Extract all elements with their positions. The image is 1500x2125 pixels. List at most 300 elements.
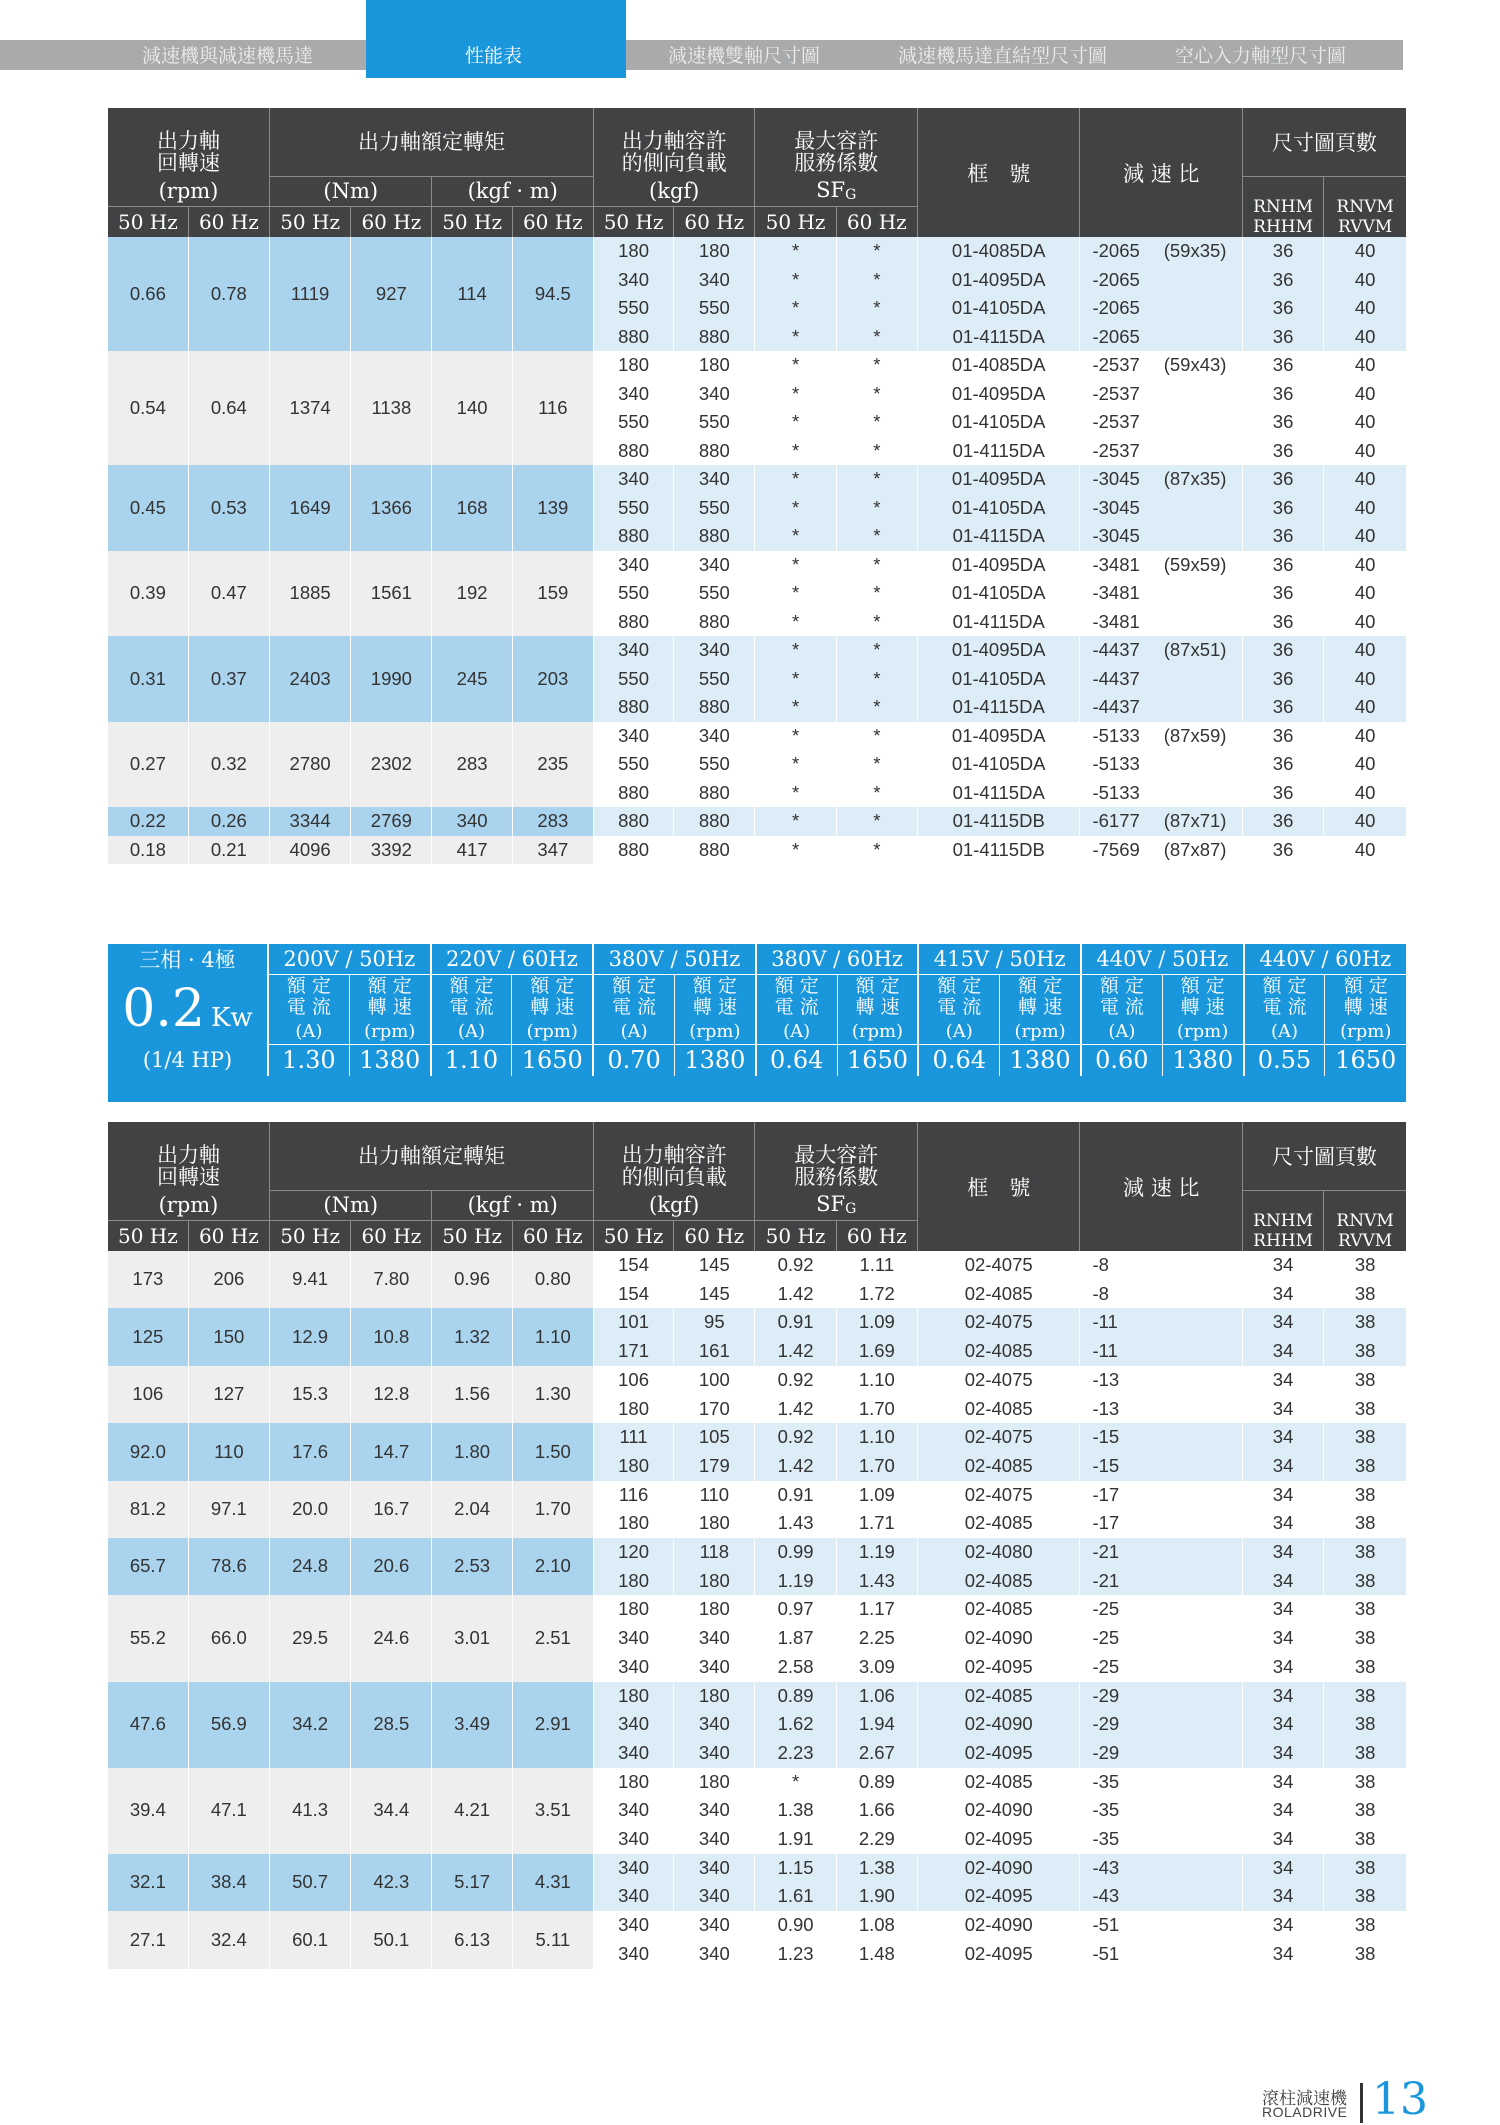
service-factor-60hz: * <box>836 323 917 352</box>
ratio-detail: (59x59) <box>1163 553 1227 575</box>
header-frame: 框 號 <box>917 1122 1080 1251</box>
service-factor-60hz: 1.10 <box>836 1423 917 1452</box>
group-nm50: 12.9 <box>269 1308 350 1365</box>
reduction-ratio <box>1080 779 1243 808</box>
frame-number: 01-4105DA <box>917 408 1080 437</box>
radial-load-60hz: 340 <box>674 266 755 295</box>
dim-page-rnhm: 36 <box>1242 522 1323 551</box>
rated-current-value: 1.30 <box>268 1044 349 1076</box>
service-factor-50hz: * <box>755 608 836 637</box>
radial-load-60hz: 340 <box>674 1882 755 1911</box>
group-nm60: 2302 <box>351 722 432 808</box>
dim-page-rnvm: 38 <box>1324 1481 1406 1510</box>
radial-load-50hz: 116 <box>593 1481 673 1510</box>
group-speed50: 92.0 <box>108 1423 188 1480</box>
group-kgf50: 0.96 <box>432 1251 512 1308</box>
group-speed50: 65.7 <box>108 1538 188 1595</box>
frame-number: 02-4085 <box>917 1280 1080 1309</box>
reduction-ratio <box>1080 1280 1243 1309</box>
group-kgf50: 6.13 <box>432 1911 512 1968</box>
reduction-ratio <box>1080 380 1243 409</box>
ratio-value: -43 <box>1092 1856 1120 1878</box>
ratio-value: -2537 <box>1092 439 1140 461</box>
dim-page-rnhm: 34 <box>1242 1337 1323 1366</box>
dim-page-rnhm: 34 <box>1242 1825 1323 1854</box>
dim-page-rnvm: 40 <box>1324 665 1406 694</box>
service-factor-60hz: 0.89 <box>836 1768 917 1797</box>
frame-number: 01-4115DA <box>917 608 1080 637</box>
table-row <box>108 1366 1406 1395</box>
service-factor-50hz: 1.43 <box>755 1509 836 1538</box>
group-speed60: 97.1 <box>188 1481 269 1538</box>
service-factor-60hz: 1.17 <box>836 1595 917 1624</box>
group-nm50: 29.5 <box>269 1595 350 1681</box>
radial-load-50hz: 340 <box>593 1653 673 1682</box>
service-factor-50hz: * <box>755 494 836 523</box>
group-kgf50: 2.53 <box>432 1538 512 1595</box>
header-50hz: 50 Hz <box>432 1220 512 1251</box>
group-nm60: 24.6 <box>351 1595 432 1681</box>
frame-number: 02-4085 <box>917 1567 1080 1596</box>
ratio-value: -25 <box>1092 1598 1120 1620</box>
service-factor-50hz: 2.23 <box>755 1739 836 1768</box>
ratio-value: -2537 <box>1092 411 1140 432</box>
performance-table-1 <box>108 108 1406 864</box>
unit-rpm: (rpm) <box>837 1020 918 1044</box>
dim-page-rnvm: 40 <box>1324 579 1406 608</box>
table-row <box>108 1682 1406 1711</box>
group-speed50: 0.27 <box>108 722 188 808</box>
frame-number: 01-4105DA <box>917 665 1080 694</box>
service-factor-50hz: * <box>755 693 836 722</box>
group-nm60: 7.80 <box>351 1251 432 1308</box>
ratio-value: -21 <box>1092 1541 1120 1563</box>
dim-page-rnhm: 36 <box>1242 807 1323 836</box>
service-factor-50hz: * <box>755 807 836 836</box>
power-kw-unit: Kw <box>211 1003 253 1033</box>
ratio-value: -21 <box>1092 1569 1120 1591</box>
group-nm60: 16.7 <box>351 1481 432 1538</box>
group-nm50: 34.2 <box>269 1682 350 1768</box>
radial-load-50hz: 880 <box>593 807 673 836</box>
group-nm60: 1366 <box>351 465 432 551</box>
radial-load-50hz: 550 <box>593 579 673 608</box>
dim-page-rnhm: 34 <box>1242 1653 1323 1682</box>
reduction-ratio <box>1080 1710 1243 1739</box>
dim-page-rnhm: 36 <box>1242 608 1323 637</box>
dim-page-rnvm: 40 <box>1324 237 1406 266</box>
radial-load-60hz: 880 <box>674 522 755 551</box>
dim-page-rnvm: 40 <box>1324 494 1406 523</box>
group-speed60: 66.0 <box>188 1595 269 1681</box>
rated-speed-label: 額 定 轉 速 <box>349 974 430 1020</box>
power-hp: (1/4 HP) <box>142 1048 233 1072</box>
frame-number: 01-4095DA <box>917 722 1080 751</box>
group-nm50: 50.7 <box>269 1854 350 1911</box>
reduction-ratio <box>1080 1796 1243 1825</box>
power-rating <box>108 974 268 1044</box>
header-rpm: (rpm) <box>108 176 269 206</box>
radial-load-50hz: 340 <box>593 722 673 751</box>
group-kgf50: 1.32 <box>432 1308 512 1365</box>
ratio-detail: (87x87) <box>1163 838 1227 860</box>
reduction-ratio <box>1080 1624 1243 1653</box>
service-factor-50hz: 1.62 <box>755 1710 836 1739</box>
group-speed50: 0.39 <box>108 551 188 637</box>
frame-number: 02-4085 <box>917 1595 1080 1624</box>
dim-page-rnvm: 40 <box>1324 351 1406 380</box>
radial-load-50hz: 180 <box>593 351 673 380</box>
service-factor-50hz: * <box>755 750 836 779</box>
header-kgfm: (kgf · m) <box>432 1190 593 1220</box>
frame-number: 01-4115DA <box>917 522 1080 551</box>
ratio-value: -17 <box>1092 1483 1120 1505</box>
rated-speed-label: 額 定 轉 速 <box>1162 974 1243 1020</box>
frame-number: 02-4085 <box>917 1452 1080 1481</box>
reduction-ratio <box>1080 608 1243 637</box>
header-50hz: 50 Hz <box>755 206 836 237</box>
group-nm50: 1119 <box>269 237 350 351</box>
rated-speed-label: 額 定 轉 速 <box>674 974 755 1020</box>
service-factor-50hz: 1.42 <box>755 1337 836 1366</box>
group-nm60: 28.5 <box>351 1682 432 1768</box>
service-factor-60hz: * <box>836 636 917 665</box>
group-nm50: 15.3 <box>269 1366 350 1423</box>
service-factor-50hz: 1.42 <box>755 1452 836 1481</box>
radial-load-50hz: 880 <box>593 693 673 722</box>
ratio-value: -17 <box>1092 1512 1120 1534</box>
rated-speed-label: 額 定 轉 速 <box>837 974 918 1020</box>
frame-number: 01-4115DA <box>917 437 1080 466</box>
table-row <box>108 1251 1406 1280</box>
group-nm50: 20.0 <box>269 1481 350 1538</box>
group-kgf60: 2.10 <box>512 1538 593 1595</box>
dim-page-rnhm: 36 <box>1242 551 1323 580</box>
frame-number: 02-4095 <box>917 1739 1080 1768</box>
frame-number: 02-4080 <box>917 1538 1080 1567</box>
ratio-value: -11 <box>1092 1311 1118 1333</box>
dim-page-rnhm: 34 <box>1242 1624 1323 1653</box>
frame-number: 02-4095 <box>917 1653 1080 1682</box>
radial-load-60hz: 179 <box>674 1452 755 1481</box>
dim-page-rnhm: 34 <box>1242 1682 1323 1711</box>
nav-item-performance[interactable]: 性能表 <box>465 45 523 67</box>
dim-page-rnhm: 36 <box>1242 779 1323 808</box>
header-sfg <box>755 176 918 206</box>
service-factor-60hz: * <box>836 836 917 865</box>
header-rnhm: RNHM RHHM <box>1242 176 1323 237</box>
dim-page-rnhm: 36 <box>1242 665 1323 694</box>
ratio-value: -2537 <box>1092 354 1140 375</box>
dim-page-rnhm: 36 <box>1242 294 1323 323</box>
radial-load-60hz: 340 <box>674 1854 755 1883</box>
radial-load-50hz: 180 <box>593 1595 673 1624</box>
dim-page-rnhm: 36 <box>1242 636 1323 665</box>
group-speed60: 78.6 <box>188 1538 269 1595</box>
frame-number: 02-4090 <box>917 1624 1080 1653</box>
group-nm60: 927 <box>351 237 432 351</box>
dim-page-rnvm: 38 <box>1324 1567 1406 1596</box>
reduction-ratio <box>1080 1337 1243 1366</box>
rated-current-label: 額 定 電 流 <box>431 974 512 1020</box>
radial-load-60hz: 880 <box>674 807 755 836</box>
rated-current-value: 1.10 <box>431 1044 512 1076</box>
radial-load-60hz: 340 <box>674 1710 755 1739</box>
dim-page-rnhm: 36 <box>1242 237 1323 266</box>
radial-load-60hz: 880 <box>674 693 755 722</box>
ratio-value: -43 <box>1092 1885 1120 1907</box>
dim-page-rnvm: 40 <box>1324 836 1406 865</box>
performance-table-2 <box>108 1122 1406 1969</box>
reduction-ratio <box>1080 237 1243 266</box>
header-nm: (Nm) <box>269 176 432 206</box>
service-factor-60hz: 1.09 <box>836 1308 917 1337</box>
service-factor-50hz: * <box>755 408 836 437</box>
dim-page-rnvm: 38 <box>1324 1251 1406 1280</box>
group-nm50: 3344 <box>269 807 350 836</box>
ratio-value: -5133 <box>1092 781 1140 803</box>
ratio-value: -3045 <box>1092 525 1140 546</box>
radial-load-60hz: 340 <box>674 380 755 409</box>
radial-load-50hz: 340 <box>593 1940 673 1969</box>
header-service-factor: 最大容許 服務係數 <box>755 108 918 176</box>
voltage-label: 415V / 50Hz <box>918 944 1081 974</box>
group-nm50: 24.8 <box>269 1538 350 1595</box>
header-50hz: 50 Hz <box>755 1220 836 1251</box>
dim-page-rnvm: 38 <box>1324 1739 1406 1768</box>
dim-page-rnvm: 38 <box>1324 1796 1406 1825</box>
service-factor-60hz: 1.70 <box>836 1452 917 1481</box>
reduction-ratio <box>1080 1567 1243 1596</box>
nav-item-direct-motor[interactable]: 減速機馬達直結型尺寸圖 <box>898 45 1108 67</box>
service-factor-50hz: 0.90 <box>755 1911 836 1940</box>
reduction-ratio <box>1080 750 1243 779</box>
ratio-value: -3481 <box>1092 553 1140 575</box>
reduction-ratio <box>1080 1538 1243 1567</box>
radial-load-60hz: 340 <box>674 1624 755 1653</box>
header-rnhm: RNHM RHHM <box>1242 1190 1323 1251</box>
ratio-value: -3481 <box>1092 610 1140 632</box>
group-kgf60: 347 <box>512 836 593 865</box>
header-sfg <box>755 1190 918 1220</box>
dim-page-rnvm: 38 <box>1324 1595 1406 1624</box>
table-row <box>108 1538 1406 1567</box>
dim-page-rnvm: 40 <box>1324 551 1406 580</box>
radial-load-50hz: 154 <box>593 1251 673 1280</box>
nav-item-dual-shaft[interactable]: 減速機雙軸尺寸圖 <box>668 45 821 67</box>
service-factor-60hz: * <box>836 522 917 551</box>
radial-load-50hz: 340 <box>593 1796 673 1825</box>
radial-load-50hz: 180 <box>593 1682 673 1711</box>
group-kgf60: 94.5 <box>512 237 593 351</box>
service-factor-60hz: * <box>836 608 917 637</box>
header-60hz: 60 Hz <box>351 1220 432 1251</box>
voltage-label: 380V / 50Hz <box>593 944 756 974</box>
frame-number: 02-4085 <box>917 1395 1080 1424</box>
dim-page-rnhm: 36 <box>1242 494 1323 523</box>
group-nm60: 1138 <box>351 351 432 465</box>
frame-number: 02-4095 <box>917 1882 1080 1911</box>
frame-number: 02-4090 <box>917 1854 1080 1883</box>
header-60hz: 60 Hz <box>836 1220 917 1251</box>
header-rpm: (rpm) <box>108 1190 269 1220</box>
radial-load-50hz: 340 <box>593 1825 673 1854</box>
reduction-ratio <box>1080 1911 1243 1940</box>
dim-page-rnvm: 38 <box>1324 1280 1406 1309</box>
group-kgf60: 5.11 <box>512 1911 593 1968</box>
service-factor-50hz: * <box>755 237 836 266</box>
reduction-ratio <box>1080 1366 1243 1395</box>
header-output-speed: 出力軸 回轉速 <box>108 108 269 176</box>
dim-page-rnhm: 36 <box>1242 836 1323 865</box>
dim-page-rnvm: 40 <box>1324 722 1406 751</box>
reduction-ratio <box>1080 551 1243 580</box>
unit-rpm: (rpm) <box>1000 1020 1081 1044</box>
group-nm50: 9.41 <box>269 1251 350 1308</box>
radial-load-50hz: 340 <box>593 1739 673 1768</box>
group-kgf60: 2.51 <box>512 1595 593 1681</box>
service-factor-50hz: 1.61 <box>755 1882 836 1911</box>
service-factor-50hz: 1.91 <box>755 1825 836 1854</box>
rated-current-label: 額 定 電 流 <box>593 974 674 1020</box>
group-kgf50: 192 <box>432 551 512 637</box>
radial-load-60hz: 550 <box>674 294 755 323</box>
group-nm50: 1649 <box>269 465 350 551</box>
header-50hz: 50 Hz <box>593 1220 673 1251</box>
radial-load-60hz: 180 <box>674 1595 755 1624</box>
nav-item-hollow-shaft[interactable]: 空心入力軸型尺寸圖 <box>1175 45 1347 67</box>
group-kgf60: 139 <box>512 465 593 551</box>
service-factor-60hz: * <box>836 465 917 494</box>
group-speed60: 0.64 <box>188 351 269 465</box>
radial-load-50hz: 550 <box>593 294 673 323</box>
dim-page-rnhm: 34 <box>1242 1567 1323 1596</box>
service-factor-60hz: * <box>836 665 917 694</box>
service-factor-60hz: * <box>836 294 917 323</box>
group-speed50: 55.2 <box>108 1595 188 1681</box>
rated-current-label: 額 定 電 流 <box>268 974 349 1020</box>
group-nm50: 4096 <box>269 836 350 865</box>
dim-page-rnvm: 38 <box>1324 1710 1406 1739</box>
radial-load-50hz: 340 <box>593 1854 673 1883</box>
header-60hz: 60 Hz <box>836 206 917 237</box>
header-service-factor: 最大容許 服務係數 <box>755 1122 918 1190</box>
reduction-ratio <box>1080 1481 1243 1510</box>
radial-load-50hz: 550 <box>593 750 673 779</box>
group-speed50: 32.1 <box>108 1854 188 1911</box>
radial-load-50hz: 550 <box>593 408 673 437</box>
dim-page-rnvm: 40 <box>1324 437 1406 466</box>
reduction-ratio <box>1080 437 1243 466</box>
group-speed60: 0.32 <box>188 722 269 808</box>
group-kgf50: 5.17 <box>432 1854 512 1911</box>
reduction-ratio <box>1080 836 1243 865</box>
frame-number: 01-4095DA <box>917 380 1080 409</box>
service-factor-50hz: * <box>755 380 836 409</box>
ratio-value: -35 <box>1092 1770 1120 1792</box>
dim-page-rnvm: 38 <box>1324 1911 1406 1940</box>
table-row <box>108 1481 1406 1510</box>
ratio-value: -5133 <box>1092 753 1140 774</box>
voltage-label: 220V / 60Hz <box>431 944 594 974</box>
service-factor-50hz: 0.91 <box>755 1481 836 1510</box>
group-speed60: 0.47 <box>188 551 269 637</box>
group-kgf60: 159 <box>512 551 593 637</box>
group-speed50: 81.2 <box>108 1481 188 1538</box>
dim-page-rnvm: 38 <box>1324 1653 1406 1682</box>
radial-load-60hz: 880 <box>674 608 755 637</box>
radial-load-50hz: 880 <box>593 608 673 637</box>
header-radial-load: 出力軸容許 的側向負載 <box>593 108 754 176</box>
group-kgf50: 340 <box>432 807 512 836</box>
dim-page-rnhm: 36 <box>1242 380 1323 409</box>
header-50hz: 50 Hz <box>269 206 350 237</box>
dim-page-rnhm: 34 <box>1242 1911 1323 1940</box>
radial-load-50hz: 154 <box>593 1280 673 1309</box>
voltage-label: 440V / 60Hz <box>1244 944 1407 974</box>
group-kgf50: 114 <box>432 237 512 351</box>
reduction-ratio <box>1080 1452 1243 1481</box>
ratio-value: -8 <box>1092 1254 1109 1275</box>
dim-page-rnhm: 34 <box>1242 1509 1323 1538</box>
header-60hz: 60 Hz <box>674 1220 755 1251</box>
dim-page-rnvm: 40 <box>1324 779 1406 808</box>
dim-page-rnhm: 34 <box>1242 1940 1323 1969</box>
radial-load-50hz: 340 <box>593 266 673 295</box>
reduction-ratio <box>1080 579 1243 608</box>
service-factor-60hz: 1.06 <box>836 1682 917 1711</box>
group-nm60: 20.6 <box>351 1538 432 1595</box>
dim-page-rnvm: 40 <box>1324 408 1406 437</box>
dim-page-rnvm: 38 <box>1324 1337 1406 1366</box>
ratio-value: -2065 <box>1092 325 1140 347</box>
table-row <box>108 1911 1406 1940</box>
ratio-value: -2065 <box>1092 240 1140 261</box>
unit-rpm: (rpm) <box>512 1020 593 1044</box>
header-rnvm: RNVM RVVM <box>1324 176 1406 237</box>
radial-load-50hz: 101 <box>593 1308 673 1337</box>
unit-rpm: (rpm) <box>1162 1020 1243 1044</box>
ratio-value: -13 <box>1092 1397 1120 1419</box>
nav-item-reducers[interactable]: 減速機與減速機馬達 <box>142 45 314 67</box>
group-kgf50: 3.49 <box>432 1682 512 1768</box>
dim-page-rnhm: 34 <box>1242 1710 1323 1739</box>
group-nm60: 1990 <box>351 636 432 722</box>
header-nm: (Nm) <box>269 1190 432 1220</box>
voltage-label: 200V / 50Hz <box>268 944 431 974</box>
service-factor-50hz: 1.38 <box>755 1796 836 1825</box>
service-factor-50hz: * <box>755 522 836 551</box>
rated-current-value: 0.64 <box>918 1044 999 1076</box>
radial-load-50hz: 880 <box>593 522 673 551</box>
group-kgf60: 235 <box>512 722 593 808</box>
reduction-ratio <box>1080 266 1243 295</box>
radial-load-60hz: 880 <box>674 323 755 352</box>
header-60hz: 60 Hz <box>674 206 755 237</box>
header-rated-torque: 出力軸額定轉矩 <box>269 1122 593 1190</box>
group-speed60: 0.37 <box>188 636 269 722</box>
service-factor-50hz: * <box>755 779 836 808</box>
service-factor-60hz: 1.90 <box>836 1882 917 1911</box>
radial-load-60hz: 880 <box>674 779 755 808</box>
radial-load-60hz: 110 <box>674 1481 755 1510</box>
dim-page-rnvm: 40 <box>1324 608 1406 637</box>
dim-page-rnhm: 36 <box>1242 408 1323 437</box>
dim-page-rnhm: 34 <box>1242 1768 1323 1797</box>
group-speed60: 32.4 <box>188 1911 269 1968</box>
service-factor-60hz: 1.71 <box>836 1509 917 1538</box>
service-factor-50hz: * <box>755 351 836 380</box>
